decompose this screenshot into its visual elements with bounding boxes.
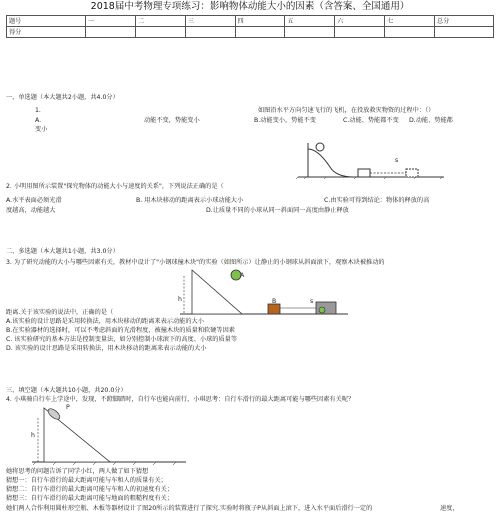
q3-stem: 3. 为了研究动能的大小与哪些因素有关，教材中设计了"小钢球撞木块"的实验（如图所示）让静止的小钢球从斜面滚下，观察木块被推动的 bbox=[6, 259, 385, 266]
q4-line-5-end: 速度， bbox=[440, 505, 459, 512]
score-cell bbox=[385, 27, 435, 38]
q2-stem: 2. 小明用图所示装置"探究物体的动能大小与速度的关系"，下列说法正确的是（ bbox=[6, 183, 224, 190]
score-cell: 总分 bbox=[435, 16, 494, 27]
score-cell: 一 bbox=[86, 16, 136, 27]
section3-heading: 三、填空题（本大题共10小题，共20.0分） bbox=[6, 387, 127, 394]
q1-option-d-cont: 变小 bbox=[35, 126, 48, 133]
q3-stem-cont: 距离.关于该实验的说法中，正确的是（ bbox=[6, 309, 114, 316]
steel-ball-block-figure bbox=[176, 268, 352, 316]
score-cell: 七 bbox=[385, 16, 435, 27]
fig2-label-b: B bbox=[272, 298, 277, 305]
score-table-score-row bbox=[7, 27, 494, 38]
q1-stem: 如图沿水平方向匀速飞行的飞机，在投放救灾物资的过程中：（） bbox=[258, 107, 435, 114]
block bbox=[358, 169, 370, 177]
score-cell: 三 bbox=[185, 16, 235, 27]
q2-option-c: C.由实验可得到结论：物体的释放的高 bbox=[324, 197, 430, 204]
score-cell bbox=[335, 27, 385, 38]
score-cell bbox=[435, 27, 494, 38]
fig3-label-h: h bbox=[31, 432, 35, 439]
q4-stem: 4. 小琪骑自行车上学途中，发现，不蹬脚踏时，自行车也能向前行，小琪思考：自行车滑行的最大距离可能与哪些因素有关呢？ bbox=[6, 396, 355, 403]
block-moved bbox=[316, 302, 336, 314]
section2-heading: 二、多选题（本大题共1小题，共3.0分） bbox=[6, 248, 119, 255]
score-cell: 四 bbox=[235, 16, 285, 27]
q1-option-c: C.动能、势能都不变 bbox=[343, 117, 399, 124]
score-cell bbox=[135, 27, 185, 38]
q4-line-2: 猜想一：自行车滑行的最大距离可能与车和人的质量有关； bbox=[6, 477, 167, 484]
fig2-label-h: h bbox=[178, 296, 182, 303]
bottle-incline-figure bbox=[30, 404, 190, 466]
fig1-label-s: s bbox=[395, 157, 399, 164]
block-b bbox=[268, 304, 280, 314]
q2-option-a: A.水平表面必须光滑 bbox=[6, 197, 62, 204]
score-cell: 题号 bbox=[7, 16, 86, 27]
incline-ball-figure bbox=[296, 139, 446, 179]
q1-option-a: 动能不变，势能变小 bbox=[144, 117, 200, 124]
q3-option-c: C. 该实验研究的基本方法是控制变量法，如分别控制小球滚下的高度、小球的质量等 bbox=[6, 336, 238, 343]
ball-moved bbox=[319, 307, 325, 313]
q1-number: 1. bbox=[35, 107, 41, 114]
score-cell: 五 bbox=[285, 16, 335, 27]
fig2-label-s: s bbox=[310, 298, 314, 305]
incline-curve bbox=[308, 149, 354, 177]
score-table-header-row bbox=[7, 16, 494, 27]
q1-option-b: B.动能变小，势能不变 bbox=[254, 117, 316, 124]
score-cell: 二 bbox=[135, 16, 185, 27]
q3-option-d: D. 该实验的设计思路是采用转换法，用木块移动的距离来表示动能的大小 bbox=[6, 345, 207, 352]
section1-heading: 一、单选题（本大题共2小题，共4.0分） bbox=[6, 94, 119, 101]
score-cell bbox=[185, 27, 235, 38]
q2-option-b: B. 用木块移动的距离表示小球动能大小 bbox=[136, 197, 244, 204]
fig3-label-p: P bbox=[66, 404, 70, 411]
ball bbox=[316, 143, 324, 151]
score-cell bbox=[285, 27, 335, 38]
score-cell: 六 bbox=[335, 16, 385, 27]
score-table bbox=[6, 15, 494, 38]
q3-option-a: A.该实验的设计思路是采用转换法，用木块移动的距离来表示动能的大小 bbox=[6, 318, 204, 325]
score-cell: 得分 bbox=[7, 27, 86, 38]
q4-line-3: 猜想二：自行车滑行的最大距离可能与车和人的初速度有关； bbox=[6, 486, 174, 493]
q4-line-5: 她们两人合作利用圆柱形空瓶、木板等器材设计了图20所示的装置进行了探究.实验时将瓶子P从斜面上滚下，进入水平面后滑行一定的 bbox=[6, 505, 373, 512]
block-moved bbox=[406, 169, 418, 177]
q1-option-a-letter: A. bbox=[35, 117, 42, 124]
q1-option-d: D.动能、势能都 bbox=[409, 117, 453, 124]
page-title: 2018届中考物理专项练习：影响物体动能大小的因素（含答案、全国通用） bbox=[90, 1, 410, 12]
q3-option-b: B.在实验器材的选择时，可以不考虑斜面的光滑程度，被撞木块的质量和软硬等因素 bbox=[6, 327, 235, 334]
score-cell bbox=[86, 27, 136, 38]
q2-option-d: D.让质量不同的小球从同一斜面同一高度由静止释放 bbox=[206, 207, 349, 214]
q4-line-1: 她将思考的问题告诉了同学小红，两人做了如下猜想 bbox=[6, 468, 149, 475]
q4-line-4: 猜想三：自行车滑行的最大距离可能与地面的粗糙程度有关； bbox=[6, 495, 174, 502]
fig2-label-a: A bbox=[240, 272, 245, 279]
score-cell bbox=[235, 27, 285, 38]
q2-option-c-cont: 度越高，动能越大 bbox=[6, 207, 56, 214]
